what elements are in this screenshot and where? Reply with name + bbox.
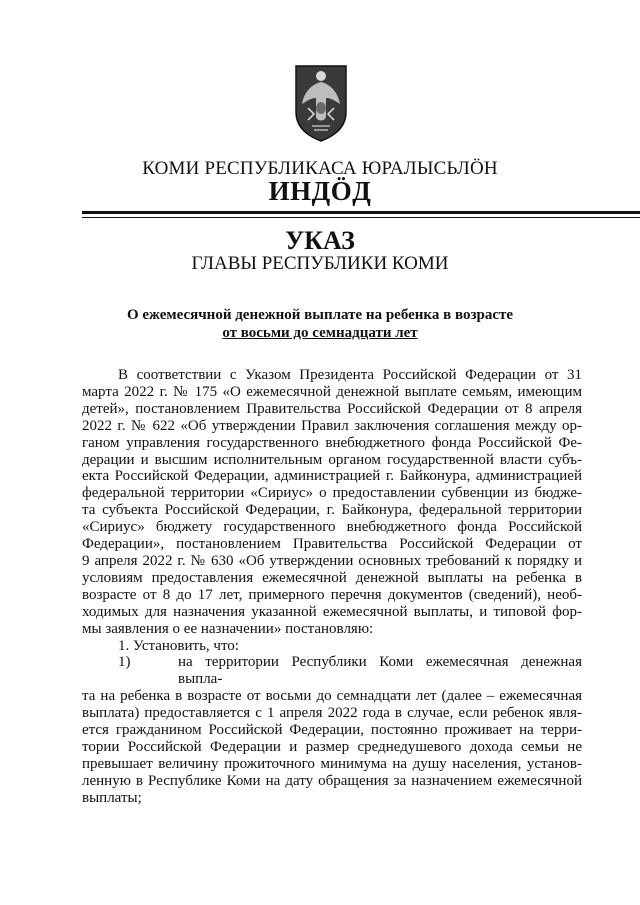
subpoint-number: 1)	[118, 654, 131, 671]
document-title	[0, 306, 640, 342]
header-divider-thick	[82, 211, 640, 214]
decree-word-komi: ИНДӦД	[268, 176, 372, 206]
preamble-line: мы заявления о ее назначении» постановляю:	[82, 620, 374, 637]
preamble-line: 9 апреля 2022 г. № 630 «Об утверждении основных требований к порядку и	[82, 552, 582, 569]
subpoint-line: та на ребенка в возрасте от восьми до семнадцати лет (далее – ежемесячная	[82, 688, 582, 705]
subpoint-line: выплаты;	[82, 789, 142, 806]
subpoint-1-first-line	[82, 654, 582, 688]
subpoint-first-text: на территории Республики Коми ежемесячная денежная выпла-	[178, 654, 582, 688]
preamble-line: условиям предоставления ежемесячной денежной выплаты на ребенка в	[82, 569, 582, 586]
header-divider-thin	[82, 217, 640, 218]
subpoint-line: превышает величину прожиточного минимума на душу населения, установ-	[82, 755, 582, 772]
subpoint-line: ленную в Республике Коми на дату обращения за назначением ежемесячной	[82, 772, 582, 789]
preamble-line: дерации и высшим исполнительным органом государственной власти субъ-	[82, 451, 582, 468]
preamble-line: возрасте от 8 до 17 лет, примерного перечня документов (сведений), необ-	[82, 586, 582, 603]
preamble-line: детей», постановлением Правительства Российской Федерации от 8 апреля	[82, 400, 582, 417]
subpoint-line: тории Российской Федерации и размер среднедушевого дохода семьи не	[82, 738, 582, 755]
decree-word: УКАЗ	[285, 226, 355, 255]
preamble-line: ганом управления государственного внебюджетного фонда Российской Фе-	[82, 434, 582, 451]
document-title-line-underlined: от восьми до семнадцати лет	[222, 325, 418, 341]
point-1-heading: 1. Установить, что:	[118, 637, 239, 654]
preamble-line: марта 2022 г. № 175 «О ежемесячной денежной выплате семьям, имеющим	[82, 383, 582, 400]
subpoint-line: ется гражданином Российской Федерации, постоянно проживает на терри-	[82, 722, 582, 739]
preamble-line: Федерации», постановлением Правительства Российской Федерации от	[82, 536, 582, 553]
coat-of-arms-icon	[294, 64, 348, 142]
preamble-line: федеральной территории «Сириус» о предоставлении субвенции из бюдже-	[82, 485, 582, 502]
preamble-line: 2022 г. № 622 «Об утверждении Правил заключения соглашения между ор-	[82, 417, 582, 434]
issuer: ГЛАВЫ РЕСПУБЛИКИ КОМИ	[191, 253, 449, 274]
document-body	[82, 367, 582, 807]
preamble-line: В соответствии с Указом Президента Российской Федерации от 31	[118, 367, 582, 383]
preamble-line: та субъекта Российской Федерации, г. Байконура, федеральной территории	[82, 502, 582, 519]
subpoint-line: выплата) предоставляется с 1 апреля 2022 года в случае, если ребенок явля-	[82, 705, 582, 722]
preamble-line: екта Российской Федерации, администрацией г. Байконура, администрацией	[82, 468, 582, 485]
document-title-line: О ежемесячной денежной выплате на ребенка в возрасте	[126, 307, 513, 323]
republic-name-komi: КОМИ РЕСПУБЛИКАСА ЮРАЛЫСЬЛӦН	[142, 158, 498, 179]
preamble-line: ходимых для назначения указанной ежемесячной выплаты, и типовой фор-	[82, 603, 582, 620]
preamble-line: «Сириус» бюджету государственного внебюджетного фонда Российской	[82, 519, 582, 536]
